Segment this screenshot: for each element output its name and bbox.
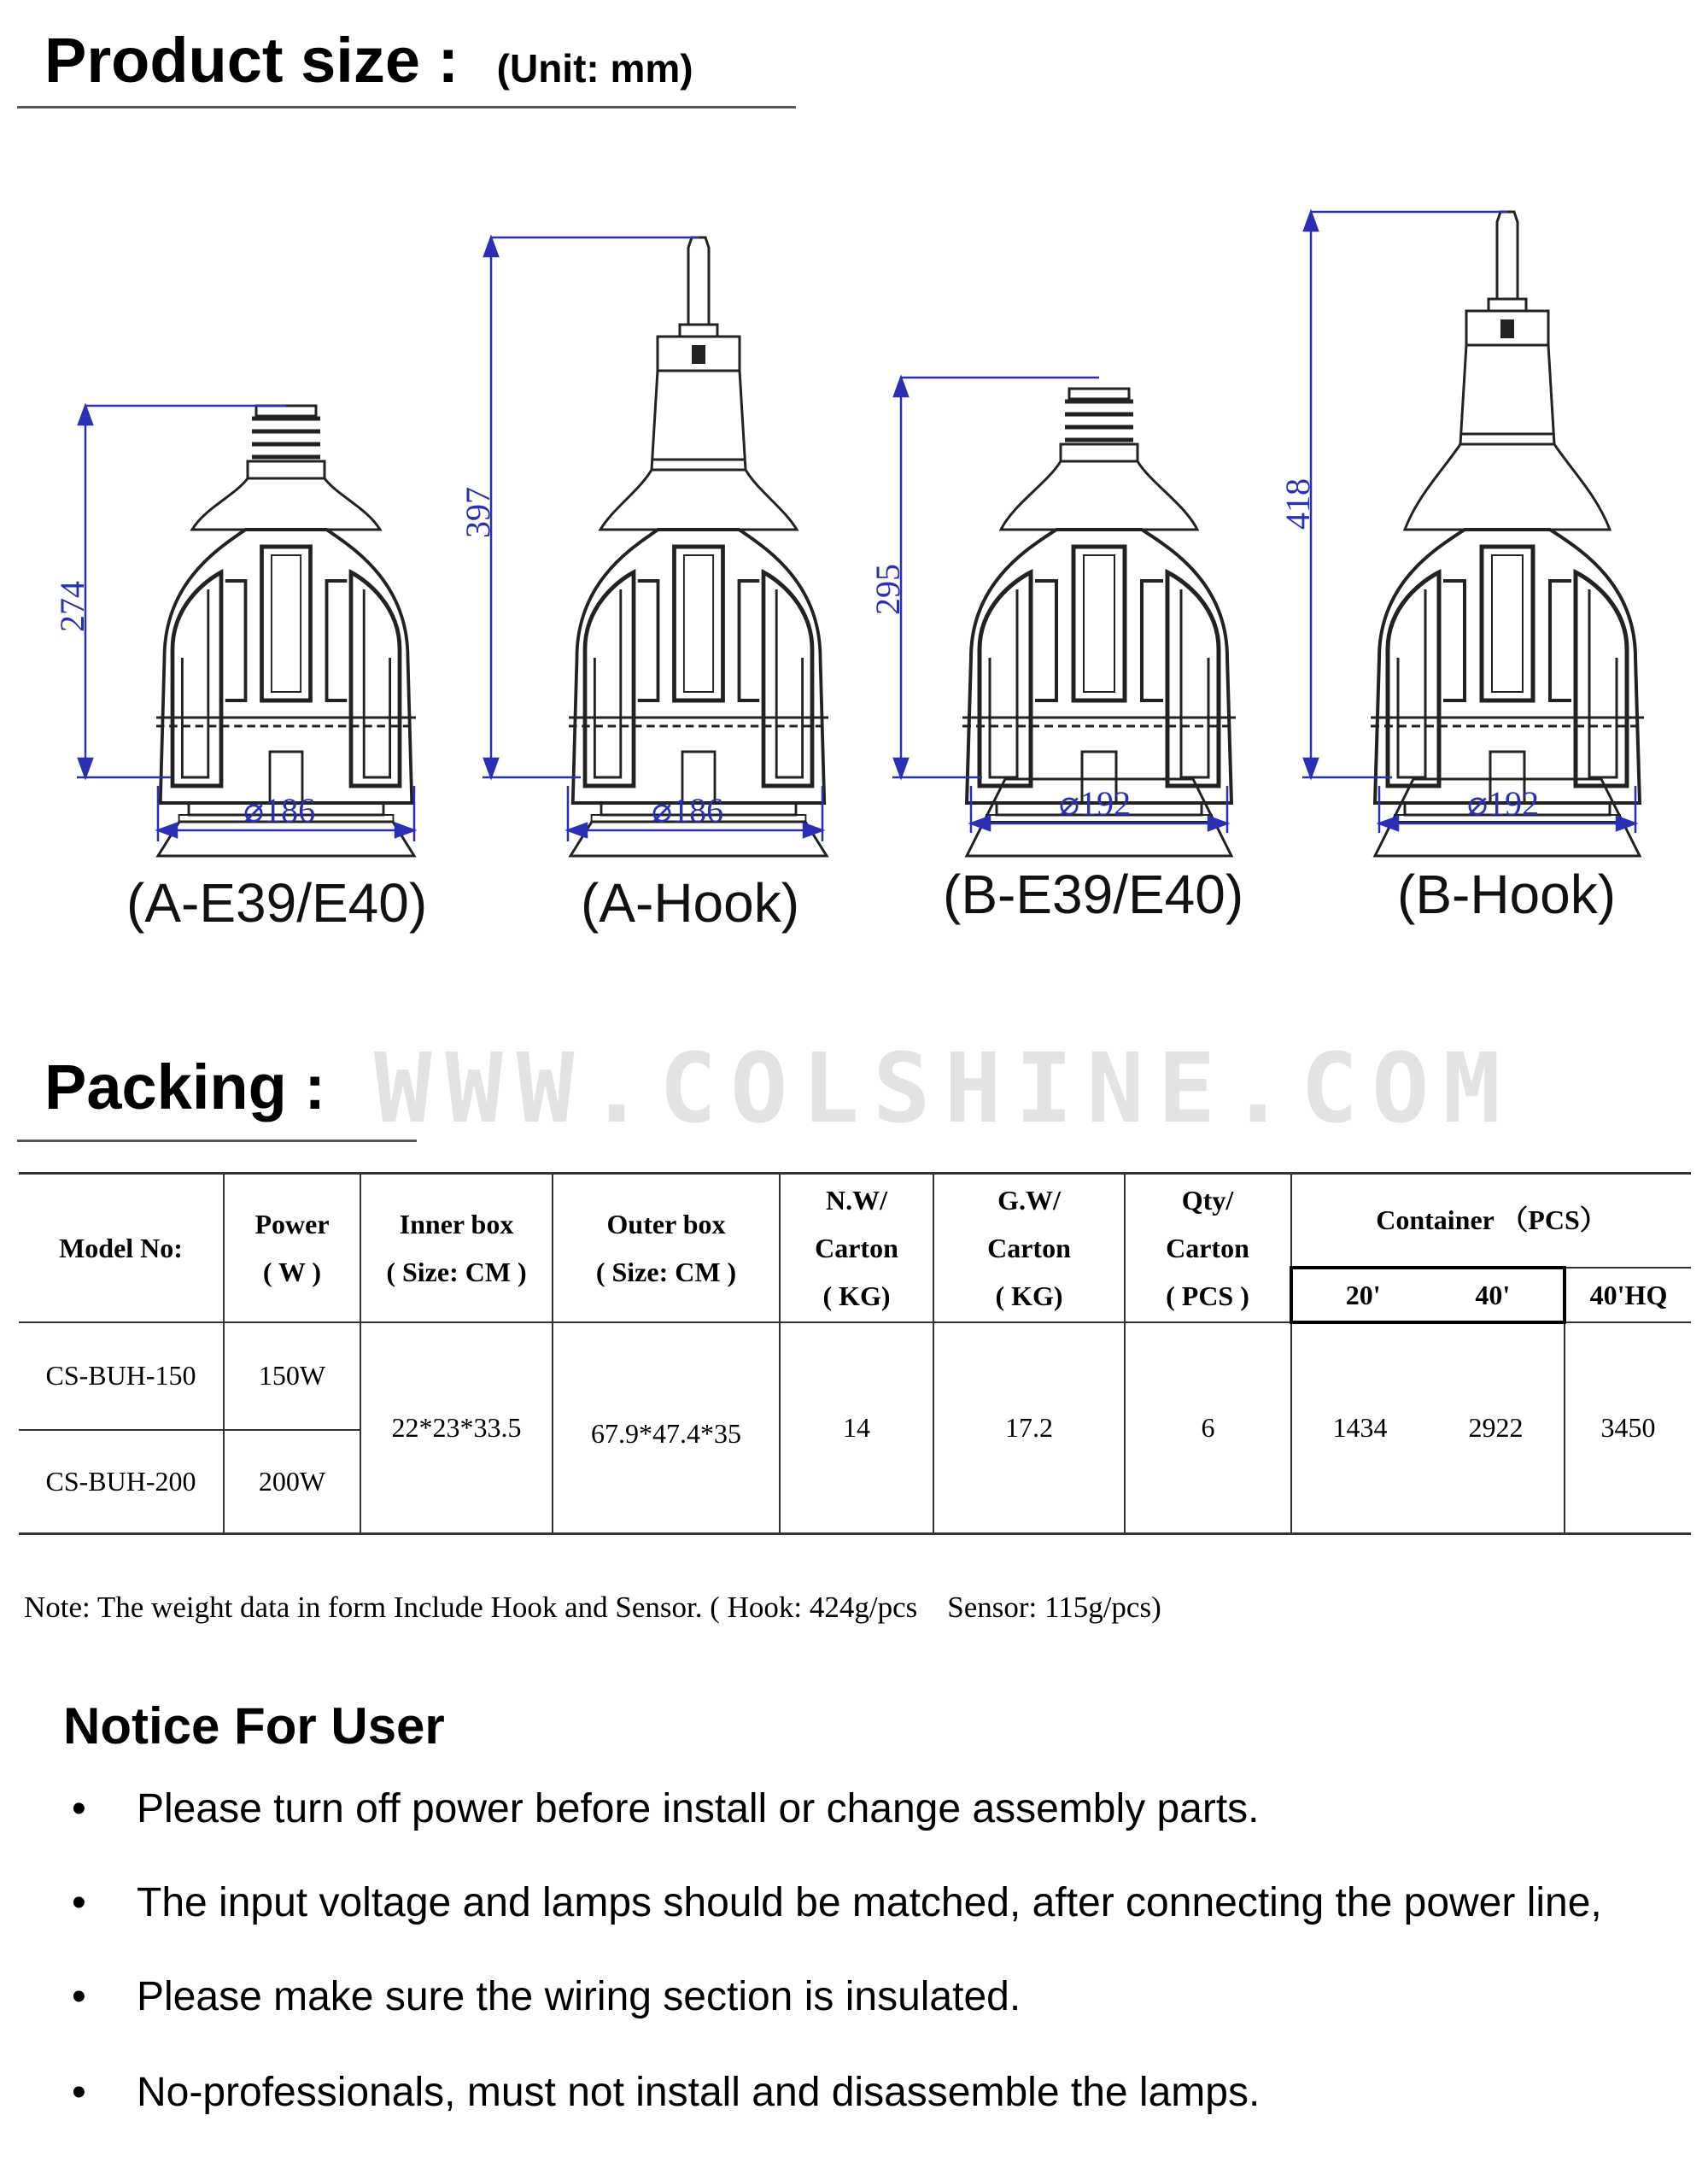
model-label-b-e39: (B-E39/E40) bbox=[943, 864, 1244, 925]
notice-text: No-professionals, must not install and disassemble the lamps. bbox=[137, 2070, 1261, 2115]
header-gw: G.W/ Carton ( KG) bbox=[933, 1174, 1125, 1322]
product-size-heading bbox=[44, 24, 693, 97]
header-model: Model No: bbox=[19, 1174, 224, 1322]
header-qty: Qty/ Carton ( PCS ) bbox=[1125, 1174, 1291, 1322]
bullet: • bbox=[72, 1974, 86, 2019]
lamp-drawings-svg bbox=[0, 188, 1708, 974]
header-container: Container （PCS） bbox=[1291, 1174, 1691, 1268]
header-nw: N.W/ Carton ( KG) bbox=[780, 1174, 933, 1322]
notice-text: The input voltage and lamps should be matched, after connecting the power line, bbox=[137, 1880, 1602, 1925]
dim-height-a-e39: 274 bbox=[53, 581, 91, 632]
packing-title: Packing : bbox=[44, 1052, 325, 1122]
dim-diameter-b-e39: ⌀192 bbox=[1059, 784, 1132, 823]
heading-underline bbox=[17, 106, 796, 108]
bullet: • bbox=[72, 2070, 86, 2115]
product-size-unit: (Unit: mm) bbox=[496, 46, 693, 91]
notice-text: Please make sure the wiring section is insulated. bbox=[137, 1974, 1021, 2019]
row-power-200: 200W bbox=[224, 1430, 360, 1534]
model-label-b-hook: (B-Hook) bbox=[1397, 864, 1617, 925]
row-power-150: 150W bbox=[224, 1322, 360, 1430]
cell-container-20: 1434 bbox=[1291, 1322, 1428, 1534]
dim-height-b-e39: 295 bbox=[869, 564, 907, 615]
cell-container-40: 2922 bbox=[1428, 1322, 1565, 1534]
header-outer-box: Outer box ( Size: CM ) bbox=[553, 1174, 780, 1322]
header-container-20-40: 20' 40' bbox=[1291, 1268, 1565, 1322]
packing-table bbox=[19, 1172, 1691, 1535]
weight-note: Note: The weight data in form Include Hook and Sensor. ( Hook: 424g/pcs Sensor: 115g/pcs) bbox=[24, 1591, 1161, 1624]
cell-gw: 17.2 bbox=[933, 1322, 1125, 1534]
product-size-title: Product size : bbox=[44, 25, 459, 96]
header-container-40hq: 40'HQ bbox=[1565, 1268, 1691, 1322]
cell-qty: 6 bbox=[1125, 1322, 1291, 1534]
notice-item bbox=[0, 1785, 1708, 1845]
dim-diameter-b-hook: ⌀192 bbox=[1467, 784, 1540, 823]
bullet: • bbox=[72, 1880, 86, 1925]
notice-text: Please turn off power before install or change assembly parts. bbox=[137, 1786, 1260, 1831]
row-model-200: CS-BUH-200 bbox=[19, 1430, 224, 1534]
header-power: Power ( W ) bbox=[224, 1174, 360, 1322]
notice-item bbox=[0, 1879, 1708, 1939]
notice-item bbox=[0, 1973, 1708, 2033]
cell-nw: 14 bbox=[780, 1322, 933, 1534]
dim-height-b-hook: 418 bbox=[1278, 478, 1317, 530]
watermark: WWW.COLSHINE.COM bbox=[374, 1034, 1514, 1145]
header-inner-box: Inner box ( Size: CM ) bbox=[360, 1174, 553, 1322]
dim-diameter-a-e39: ⌀186 bbox=[243, 791, 316, 829]
packing-underline bbox=[17, 1140, 417, 1142]
lamp-drawings bbox=[0, 188, 1708, 974]
bullet: • bbox=[72, 1786, 86, 1831]
model-label-a-hook: (A-Hook) bbox=[581, 872, 800, 934]
notice-item bbox=[0, 2069, 1708, 2129]
cell-container-40hq: 3450 bbox=[1565, 1322, 1691, 1534]
dim-height-a-hook: 397 bbox=[459, 487, 497, 538]
cell-outer-box: 67.9*47.4*35 bbox=[553, 1322, 780, 1534]
notice-title: Notice For User bbox=[63, 1697, 445, 1755]
row-model-150: CS-BUH-150 bbox=[19, 1322, 224, 1430]
dim-diameter-a-hook: ⌀186 bbox=[652, 791, 724, 829]
model-label-a-e39: (A-E39/E40) bbox=[126, 872, 428, 934]
cell-inner-box: 22*23*33.5 bbox=[360, 1322, 553, 1534]
